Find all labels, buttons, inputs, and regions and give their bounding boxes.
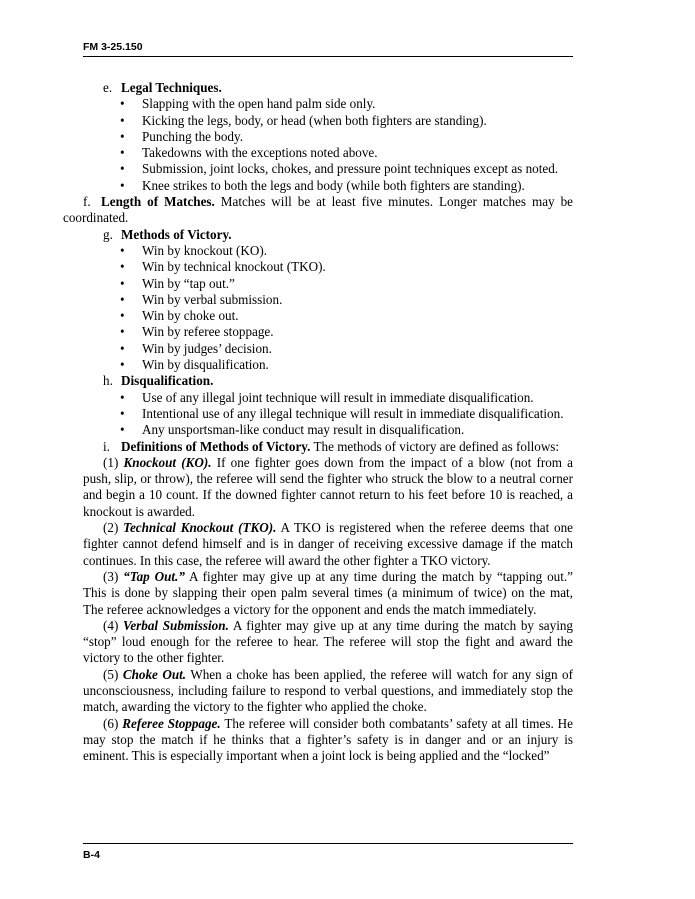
definition-term: Verbal Submission. bbox=[123, 617, 229, 633]
section-e-heading: e. Legal Techniques. bbox=[103, 80, 222, 95]
definition-paragraph: (4) Verbal Submission. A fighter may give up at any time during the match by saying “stop” loud enough for the referee to hear. The referee will stop the fight and award the victory to the other fighter. bbox=[83, 617, 574, 666]
disqualification-list bbox=[83, 390, 573, 439]
list-item: • Win by disqualification. bbox=[83, 357, 573, 373]
definition-paragraph: (1) Knockout (KO). If one fighter goes down from the impact of a blow (not from a push, slip, or throw), the referee will send the fighter who struck the blow to a neutral corner and begin a 10 count. If the downed fighter cannot return to his feet before 10 is reached, a knockout is awarded. bbox=[83, 454, 573, 519]
list-item: • Any unsportsman-like conduct may result in disqualification. bbox=[83, 422, 573, 438]
list-item: • Win by judges’ decision. bbox=[83, 341, 573, 357]
list-item: • Submission, joint locks, chokes, and pressure point techniques except as noted. bbox=[83, 161, 573, 177]
list-item: • Win by “tap out.” bbox=[83, 276, 573, 292]
list-item: • Win by verbal submission. bbox=[83, 292, 573, 308]
list-item: • Win by choke out. bbox=[83, 308, 573, 324]
legal-techniques-list bbox=[83, 96, 573, 194]
section-f-title: Length of Matches. bbox=[101, 194, 215, 210]
list-item: • Punching the body. bbox=[83, 129, 573, 145]
definition-term: Referee Stoppage. bbox=[122, 715, 221, 731]
definition-term: Knockout (KO). bbox=[123, 454, 212, 470]
list-item: • Slapping with the open hand palm side only. bbox=[83, 96, 573, 112]
section-e-title: Legal Techniques. bbox=[121, 80, 222, 95]
section-i-paragraph: i. Definitions of Methods of Victory. The methods of victory are defined as follows: bbox=[103, 438, 560, 454]
list-item: • Win by technical knockout (TKO). bbox=[83, 259, 573, 275]
definition-term: Choke Out. bbox=[122, 666, 187, 682]
list-item: • Win by knockout (KO). bbox=[83, 243, 573, 259]
section-i-title: Definitions of Methods of Victory. bbox=[121, 438, 311, 454]
definition-paragraph: (3) “Tap Out.” A fighter may give up at any time during the match by “tapping out.” This is done by slapping their open palm several times (a minimum of twice) on the mat, The referee acknowledges a victory for the opponent and ends the match immediately. bbox=[83, 568, 573, 617]
list-item: • Takedowns with the exceptions noted above. bbox=[83, 145, 573, 161]
section-h-title: Disqualification. bbox=[121, 373, 214, 389]
section-i-text: The methods of victory are defined as follows: bbox=[310, 438, 560, 454]
section-f-paragraph: f. Length of Matches. Matches will be at least five minutes. Longer matches may be coordinated. bbox=[63, 194, 573, 226]
list-item: • Win by referee stoppage. bbox=[83, 324, 573, 340]
definition-term: “Tap Out.” bbox=[123, 568, 185, 584]
methods-of-victory-list bbox=[83, 243, 573, 373]
list-item: • Kicking the legs, body, or head (when both fighters are standing). bbox=[83, 113, 573, 129]
definition-paragraph: (2) Technical Knockout (TKO). A TKO is registered when the referee deems that one fighter cannot defend himself and is in danger of receiving excessive damage if the match continues. In this case, the referee will award the other fighter a TKO victory. bbox=[83, 520, 573, 568]
section-g-title: Methods of Victory. bbox=[121, 226, 232, 242]
definition-paragraph: (6) Referee Stoppage. The referee will consider both combatants’ safety at all times. He may stop the match if he thinks that a fighter’s safety is in danger and or an injury is eminent. This is especially important when a joint lock is being applied and the “locked” bbox=[83, 715, 573, 764]
document-id: FM 3-25.150 bbox=[83, 41, 143, 53]
page-footer bbox=[83, 843, 573, 861]
page-number: B-4 bbox=[83, 849, 100, 861]
section-f-text: Matches will be at least five minutes. Longer matches may be coordinated. bbox=[63, 194, 573, 226]
section-g-heading: g. Methods of Victory. bbox=[103, 226, 232, 242]
list-item: • Knee strikes to both the legs and body (while both fighters are standing). bbox=[83, 178, 573, 194]
page-content bbox=[63, 80, 574, 764]
list-item: • Intentional use of any illegal technique will result in immediate disqualification. bbox=[83, 406, 573, 422]
list-item: • Use of any illegal joint technique will result in immediate disqualification. bbox=[83, 390, 573, 406]
definition-term: Technical Knockout (TKO). bbox=[123, 520, 277, 536]
definition-paragraph: (5) Choke Out. When a choke has been applied, the referee will watch for any sign of unconsciousness, including failure to respond to verbal questions, and immediately stop the match, awarding the victory to the fighter who applied the choke. bbox=[83, 666, 573, 715]
section-h-heading: h. Disqualification. bbox=[103, 373, 214, 389]
page-header bbox=[83, 40, 573, 57]
